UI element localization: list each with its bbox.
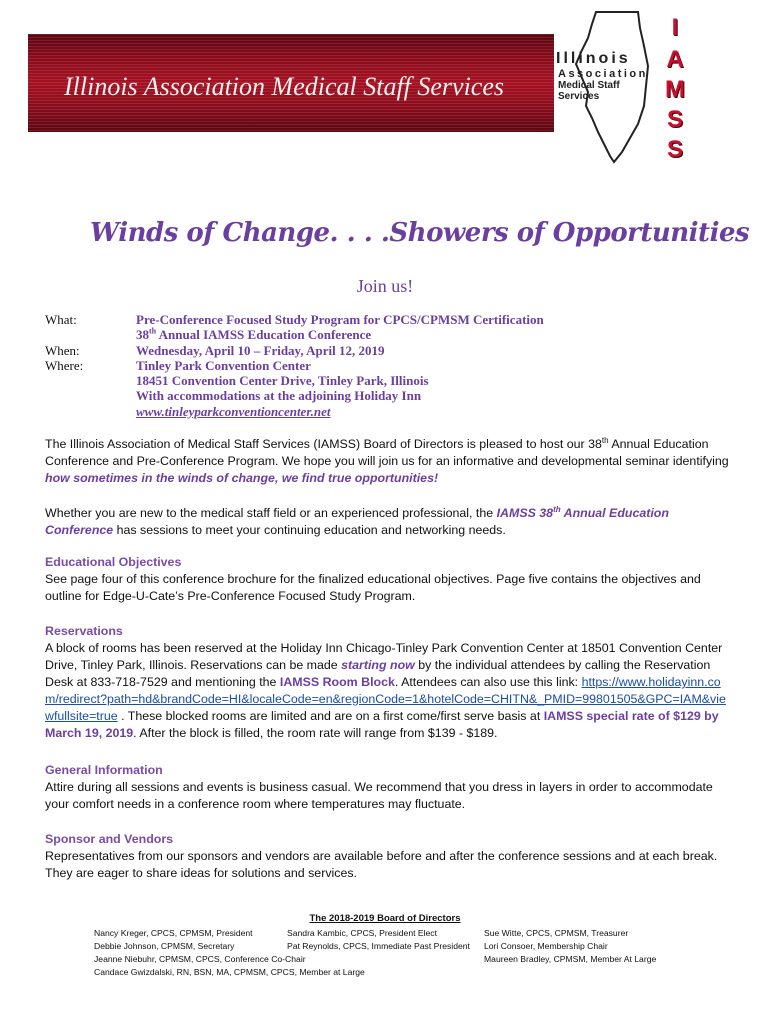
join-us: Join us! (356, 276, 414, 296)
reservations-section (45, 623, 730, 742)
headline: Winds of Change. . . .Showers of Opportunities (90, 218, 750, 248)
board-title: The 2018-2019 Board of Directors (309, 913, 461, 924)
where-row (45, 358, 725, 373)
board-member: Jeanne Niebuhr, CPMSM, CPCS, Conference Co-Chair (94, 954, 306, 964)
intro-paragraph: The Illinois Association of Medical Staff Services (IAMSS) Board of Directors is pleased to host our 38th Annual Education Conference and Pre-Conference Program. We hope you will join us for an informative and developmental seminar identifying how sometimes in the winds of change, we find true opportunities! (45, 435, 729, 485)
logo-letter-i: I (671, 14, 679, 41)
venue-website-link[interactable]: www.tinleyparkconventioncenter.net (136, 403, 331, 419)
where-value-2: 18451 Convention Center Drive, Tinley Park, Illinois (136, 373, 429, 389)
where-value-3: With accommodations at the adjoining Holiday Inn (136, 388, 422, 404)
logo-letter-s1: S (666, 106, 683, 133)
objectives-section (45, 554, 730, 605)
what-value-1: Pre-Conference Focused Study Program for CPCS/CPMSM Certification (136, 312, 544, 327)
what-row (45, 312, 725, 327)
logo-wordmark: Illinois (556, 50, 631, 67)
sponsors-section (45, 831, 730, 882)
logo-services: Services (558, 91, 600, 102)
what-label: What: (45, 312, 77, 327)
board-member: Candace Gwizdalski, RN, BSN, MA, CPMSM, CPCS, Member at Large (94, 967, 365, 977)
event-details (45, 312, 725, 419)
sponsors-heading: Sponsor and Vendors (45, 832, 174, 846)
objectives-text: See page four of this conference brochure for the finalized educational objectives. Page five contains the objectives and outline for Edge-U-Cate’s Pre-Conference Focused Study Program. (45, 572, 701, 603)
when-value: Wednesday, April 10 – Friday, April 12, 2019 (136, 342, 385, 358)
sponsors-text: Representatives from our sponsors and vendors are available before and after the conference sessions and at each break. They are eager to share ideas for solutions and services. (45, 849, 718, 880)
logo-association: Association (558, 68, 648, 80)
board-member: Sue Witte, CPCS, CPMSM, Treasurer (484, 928, 629, 938)
what-row-2 (45, 327, 725, 342)
board-member: Lori Consoer, Membership Chair (484, 941, 608, 951)
what-value-2: 38th Annual IAMSS Education Conference (136, 326, 372, 343)
general-section (45, 762, 730, 813)
logo-letter-a: A (666, 46, 684, 73)
header-banner (28, 34, 554, 132)
when-label: When: (45, 342, 80, 358)
banner-title: Illinois Association Medical Staff Services (64, 72, 505, 101)
where-value-1: Tinley Park Convention Center (136, 357, 311, 373)
audience-paragraph: Whether you are new to the medical staff field or an experienced professional, the IAMSS 38th Annual Education Conference has sessions to meet your continuing education and networking needs. (45, 504, 669, 537)
board-member: Maureen Bradley, CPMSM, Member At Large (484, 954, 657, 964)
board-member: Sandra Kambic, CPCS, President Elect (287, 928, 437, 938)
logo-letter-s2: S (666, 136, 683, 163)
logo-medical-staff: Medical Staff (558, 80, 620, 91)
when-row (45, 343, 725, 358)
reservations-text: A block of rooms has been reserved at the Holiday Inn Chicago-Tinley Park Convention Center at 18501 Convention Center Drive, Tinley Park, Illinois. Reservations can be made starting now by the individual attendees by calling the Reservation Desk at 833-718-7529 and mentioning the IAMSS Room Block. Attendees can also use this link: https://www.holidayinn.com/redirect?path=hd&brandCode=HI&localeCode=en&regionCode=1&hotelCode=CHITN&_PMID=99801505&GPC=IAM&viewfullsite=true . These blocked rooms are limited and are on a first come/first serve basis at IAMSS special rate of $129 by March 19, 2019. After the block is filled, the room rate will range from $139 - $189. (45, 641, 726, 740)
reservations-heading: Reservations (45, 624, 123, 638)
where-label: Where: (45, 357, 84, 373)
board-member: Debbie Johnson, CPMSM, Secretary (94, 941, 235, 951)
board-member: Pat Reynolds, CPCS, Immediate Past President (287, 941, 470, 951)
logo-medical-staff-services (558, 80, 620, 102)
logo-letter-m: M (665, 76, 685, 103)
general-heading: General Information (45, 763, 163, 777)
reservation-link[interactable]: https://www.holidayinn.com/redirect?path=hd&brandCode=HI&localeCode=en&regionCode=1&hotelCode=CHITN&_PMID=99801505&GPC=IAM&viewfullsite=true (45, 675, 726, 723)
general-text: Attire during all sessions and events is business casual. We recommend that you dress in layers in order to accommodate your comfort needs in a conference room where temperatures may fluctuate. (45, 780, 713, 811)
objectives-heading: Educational Objectives (45, 555, 182, 569)
board-member: Nancy Kreger, CPCS, CPMSM, President (94, 928, 253, 938)
